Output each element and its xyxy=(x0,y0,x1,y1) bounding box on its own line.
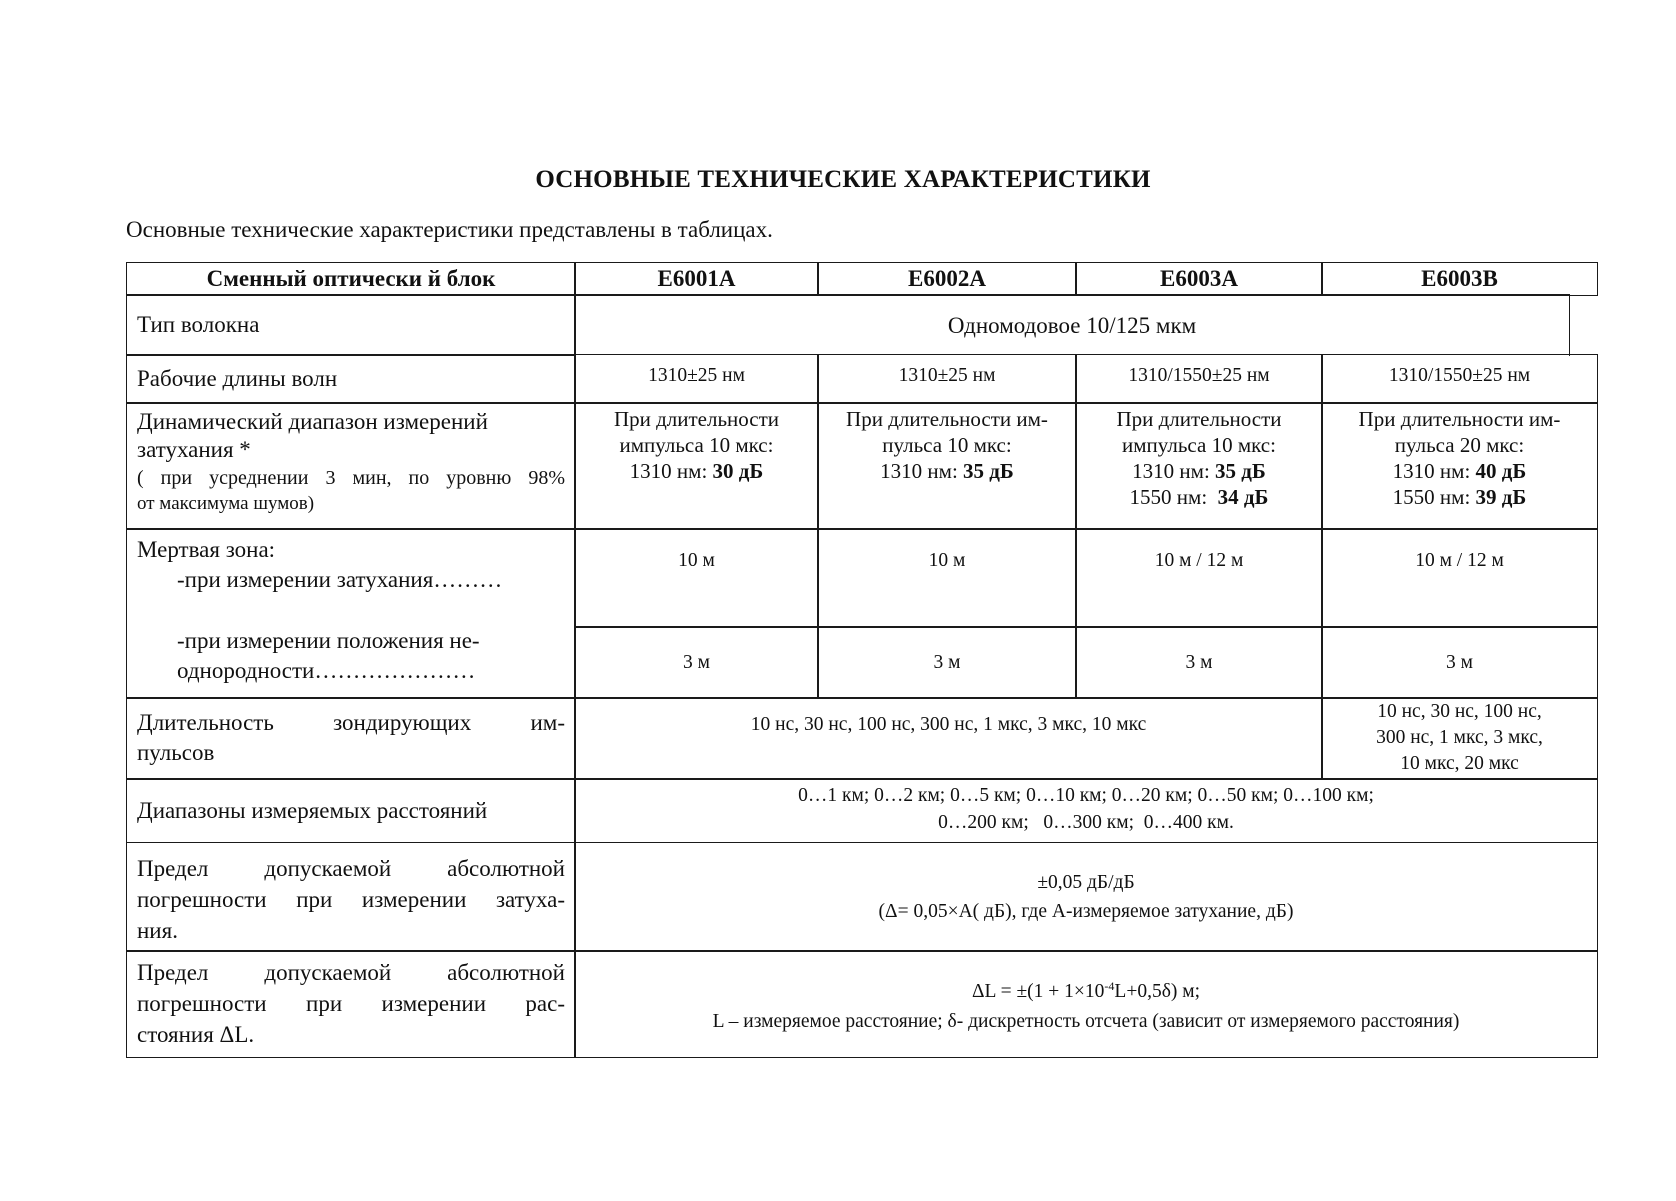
dynamic-range-e6002a xyxy=(817,402,1077,530)
wavelength-prefix: 1310 нм: xyxy=(880,459,964,483)
row-note: ( при усреднении 3 мин, по уровню 98% xyxy=(137,467,565,489)
cell-line xyxy=(1076,484,1322,510)
wavelength-e6003b xyxy=(1321,354,1598,404)
wavelength-prefix: 1550 нм: xyxy=(1392,485,1476,509)
page-title-text: ОСНОВНЫЕ ТЕХНИЧЕСКИЕ ХАРАКТЕРИСТИКИ xyxy=(535,166,1151,193)
cell-value: 10 м / 12 м xyxy=(1154,550,1244,571)
dynamic-range-e6003a xyxy=(1075,402,1323,530)
model-name: E6003A xyxy=(1160,266,1238,291)
dynamic-range-value: 39 дБ xyxy=(1475,485,1527,509)
wavelength-e6002a xyxy=(817,354,1077,404)
cell-value: 1310±25 нм xyxy=(648,365,745,386)
cell-line: При длительности xyxy=(1116,407,1282,431)
wavelength-e6001a xyxy=(574,354,819,404)
model-name: E6001A xyxy=(657,266,736,291)
cell-value: 3 м xyxy=(933,651,961,673)
cell-line: При длительности xyxy=(613,407,780,431)
model-name: E6003B xyxy=(1421,266,1498,291)
row-note: от максимума шумов) xyxy=(137,493,315,514)
formula-exponent: -4 xyxy=(1104,979,1115,993)
dead-zone-attenuation-e6002a xyxy=(817,528,1077,628)
cell-value: 3 м xyxy=(683,651,710,673)
fiber-type-label-cell xyxy=(126,294,576,356)
cell-line: 10 мкс, 20 мкс xyxy=(1400,753,1519,774)
row-label: затухания * xyxy=(137,437,251,462)
formula-part: L+0,5δ) м; xyxy=(1114,981,1201,1002)
pulse-widths-common-cell xyxy=(574,697,1323,780)
wavelength-e6003a xyxy=(1075,354,1323,404)
dead-zone-label-cell xyxy=(126,528,576,699)
distance-ranges-label-cell xyxy=(126,778,576,843)
dynamic-range-e6003b xyxy=(1321,402,1598,530)
model-name: E6002A xyxy=(908,266,986,291)
wavelength-prefix: 1310 нм: xyxy=(629,459,713,483)
cell-line: При длительности им- xyxy=(1358,407,1561,431)
header-model-e6001a xyxy=(574,262,819,296)
distance-error-value-cell xyxy=(574,950,1598,1058)
dead-zone-attenuation-e6003a xyxy=(1075,528,1323,628)
dead-zone-event-e6001a xyxy=(574,626,819,699)
cell-line xyxy=(1076,458,1322,484)
cell-value: 3 м xyxy=(1185,651,1213,673)
dead-zone-event-e6002a xyxy=(817,626,1077,699)
cell-value: 3 м xyxy=(1446,651,1473,673)
row-label: погрешности при измерении затуха- xyxy=(137,887,565,912)
cell-line: 0…200 км; 0…300 км; 0…400 км. xyxy=(938,812,1234,833)
dynamic-range-e6001a xyxy=(574,402,819,530)
row-label: Рабочие длины волн xyxy=(137,366,338,391)
wavelength-prefix: 1310 нм: xyxy=(1392,459,1476,483)
cell-line: пульса 10 мкс: xyxy=(882,433,1012,457)
dead-zone-attenuation-e6001a xyxy=(574,528,819,628)
dynamic-range-value: 34 дБ xyxy=(1217,485,1269,509)
intro-text: Основные технические характеристики представлены в таблицах. xyxy=(126,217,773,242)
header-model-e6003a xyxy=(1075,262,1323,296)
header-model-e6003b xyxy=(1321,262,1598,296)
pulse-widths-value: 10 нс, 30 нс, 100 нс, 300 нс, 1 мкс, 3 мкс, 10 мкс xyxy=(750,714,1147,735)
row-label: ния. xyxy=(137,918,178,943)
cell-line xyxy=(575,458,818,484)
row-label: Мертвая зона: xyxy=(137,537,276,562)
header-model-e6002a xyxy=(817,262,1077,296)
cell-line: При длительности им- xyxy=(846,407,1048,431)
dynamic-range-value: 35 дБ xyxy=(963,459,1014,483)
header-label-cell xyxy=(126,262,576,296)
cell-line: 10 нс, 30 нс, 100 нс, xyxy=(1377,701,1542,722)
wavelength-prefix: 1550 нм: xyxy=(1129,485,1218,509)
cell-line xyxy=(1322,458,1597,484)
dead-zone-event-label: однородности………………… xyxy=(177,658,476,683)
pulse-widths-e6003b-cell xyxy=(1321,697,1598,780)
cell-line: (Δ= 0,05×А( дБ), где А-измеряемое затухание, дБ) xyxy=(878,901,1294,922)
cell-value: 10 м xyxy=(678,550,715,571)
pulse-widths-label-cell xyxy=(126,697,576,780)
distance-ranges-value-cell xyxy=(574,778,1598,843)
dead-zone-event-label: -при измерении положения не- xyxy=(177,628,480,653)
fiber-type-value-cell xyxy=(574,294,1570,356)
formula-part: ΔL = ±(1 + 1×10 xyxy=(971,981,1105,1002)
cell-line: ±0,05 дБ/дБ xyxy=(1037,872,1135,893)
row-label: Динамический диапазон измерений xyxy=(137,409,488,434)
dead-zone-event-e6003b xyxy=(1321,626,1598,699)
attenuation-error-value-cell xyxy=(574,842,1598,952)
row-label: Предел допускаемой абсолютной xyxy=(137,856,565,881)
wavelength-prefix: 1310 нм: xyxy=(1132,459,1216,483)
row-label: Диапазоны измеряемых расстояний xyxy=(137,797,488,823)
cell-line xyxy=(1322,484,1597,510)
dead-zone-attenuation-label: -при измерении затухания……… xyxy=(177,567,503,592)
dead-zone-event-e6003a xyxy=(1075,626,1323,699)
fiber-type-value: Одномодовое 10/125 мкм xyxy=(947,312,1197,338)
distance-error-label-cell xyxy=(126,950,576,1058)
header-label: Сменный оптически й блок xyxy=(206,266,496,291)
row-label: стояния ΔL. xyxy=(137,1022,255,1047)
dynamic-range-value: 30 дБ xyxy=(712,459,764,483)
cell-line: пульса 20 мкс: xyxy=(1394,433,1525,457)
cell-line xyxy=(818,458,1076,484)
cell-line: импульса 10 мкс: xyxy=(619,433,774,457)
cell-value: 1310±25 нм xyxy=(898,365,996,386)
cell-value: 1310/1550±25 нм xyxy=(1388,365,1531,386)
cell-value: 10 м xyxy=(928,550,966,571)
row-label: Тип волокна xyxy=(137,312,260,337)
row-label: Длительность зондирующих им- xyxy=(137,710,565,735)
dead-zone-attenuation-e6003b xyxy=(1321,528,1598,628)
row-label: пульсов xyxy=(137,740,215,765)
wavelengths-label-cell xyxy=(126,354,576,404)
cell-value: 1310/1550±25 нм xyxy=(1128,365,1270,386)
dynamic-range-value: 35 дБ xyxy=(1215,459,1266,483)
cell-value: 10 м / 12 м xyxy=(1415,550,1504,571)
row-label: Предел допускаемой абсолютной xyxy=(137,960,565,985)
distance-error-formula xyxy=(972,971,1200,1007)
cell-line: импульса 10 мкс: xyxy=(1122,433,1276,457)
cell-line: L – измеряемое расстояние; δ- дискретность отсчета (зависит от измеряемого расстояния) xyxy=(712,1011,1460,1032)
cell-line: 0…1 км; 0…2 км; 0…5 км; 0…10 км; 0…20 км; 0…50 км; 0…100 км; xyxy=(798,785,1374,806)
cell-line: 300 нс, 1 мкс, 3 мкс, xyxy=(1376,727,1543,748)
dynamic-range-value: 40 дБ xyxy=(1475,459,1527,483)
dynamic-range-label-cell xyxy=(126,402,576,530)
row-label: погрешности при измерении рас- xyxy=(137,991,565,1016)
attenuation-error-label-cell xyxy=(126,842,576,952)
